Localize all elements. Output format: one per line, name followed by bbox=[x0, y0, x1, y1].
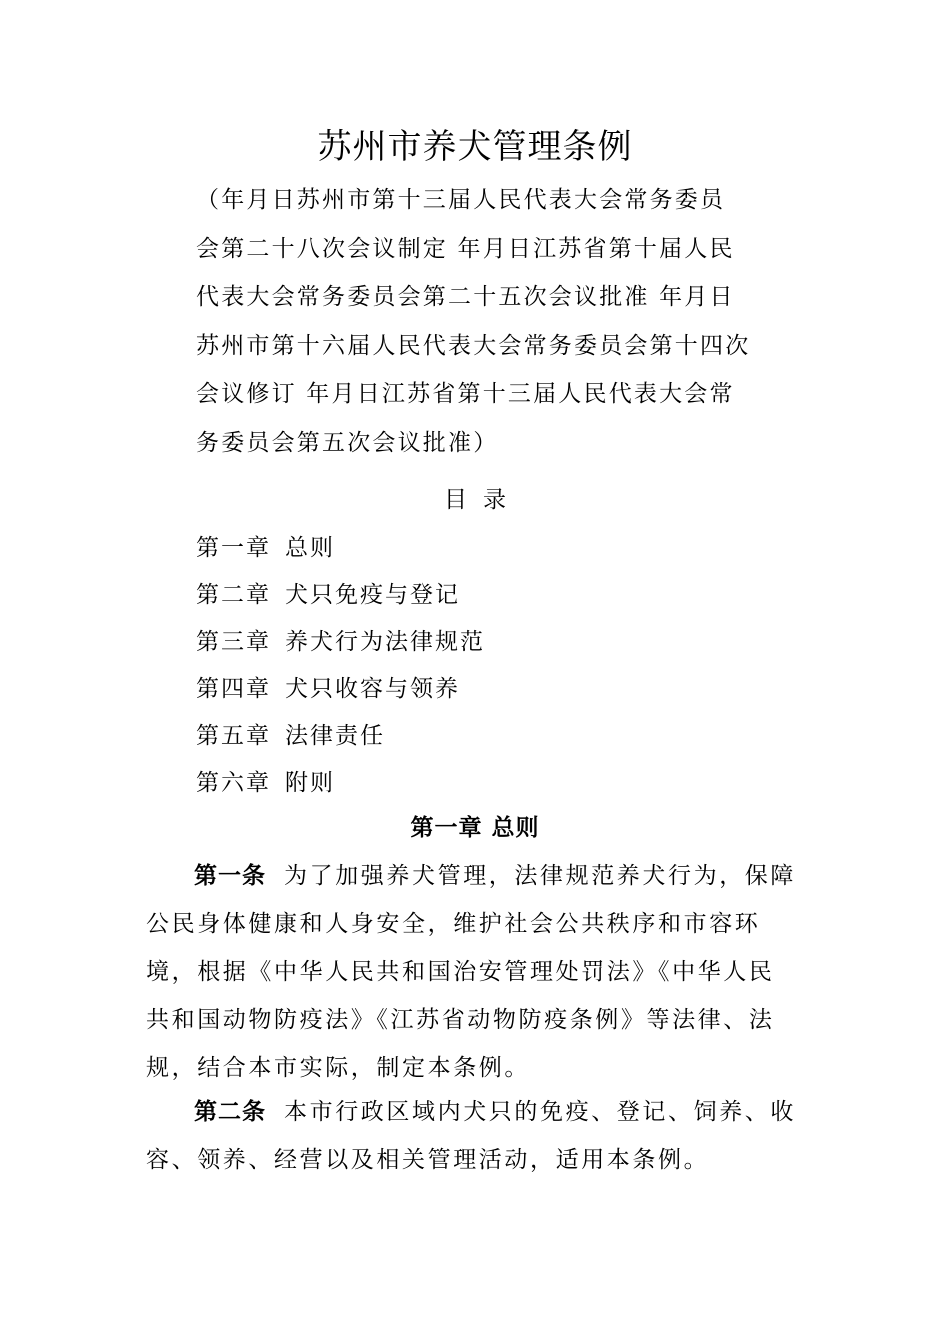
toc-item bbox=[196, 760, 485, 807]
toc-chapter-number: 第六章 bbox=[196, 770, 271, 796]
article-text: 为了加强养犬管理，法律规范养犬行为，保障 bbox=[284, 863, 796, 889]
article-label: 第二条 bbox=[194, 1099, 266, 1125]
document-title: 苏州市养犬管理条例 bbox=[317, 127, 633, 167]
toc-chapter-number: 第一章 bbox=[196, 535, 271, 561]
toc-chapter-number: 第三章 bbox=[196, 629, 271, 655]
article-first-line bbox=[146, 852, 806, 900]
toc-item bbox=[196, 572, 485, 619]
article bbox=[146, 852, 806, 1092]
toc-chapter-name: 附则 bbox=[285, 770, 335, 796]
table-of-contents bbox=[196, 525, 485, 807]
toc-heading-text: 目录 bbox=[444, 487, 522, 513]
article-line: 公民身体健康和人身安全，维护社会公共秩序和市容环 bbox=[146, 911, 761, 937]
article-first-line bbox=[146, 1088, 806, 1136]
toc-chapter-name: 养犬行为法律规范 bbox=[285, 629, 485, 655]
article-line: 规，结合本市实际，制定本条例。 bbox=[146, 1055, 530, 1081]
toc-item bbox=[196, 525, 485, 572]
toc-chapter-number: 第五章 bbox=[196, 723, 271, 749]
article-line: 共和国动物防疫法》《江苏省动物防疫条例》等法律、法 bbox=[146, 1007, 775, 1033]
article bbox=[146, 1088, 806, 1184]
toc-chapter-number: 第二章 bbox=[196, 582, 271, 608]
preamble-line: （年月日苏州市第十三届人民代表大会常务委员 bbox=[196, 187, 726, 213]
preamble-line: 会第二十八次会议制定 年月日江苏省第十届人民 bbox=[196, 235, 735, 262]
legislative-history bbox=[196, 176, 766, 467]
toc-item bbox=[196, 666, 485, 713]
toc-chapter-name: 犬只收容与领养 bbox=[285, 676, 460, 702]
toc-heading bbox=[0, 480, 950, 520]
preamble-line: 务委员会第五次会议批准） bbox=[196, 429, 499, 456]
article-line: 境，根据《中华人民共和国治安管理处罚法》《中华人民 bbox=[146, 959, 775, 985]
toc-chapter-number: 第四章 bbox=[196, 676, 271, 702]
article-text: 本市行政区域内犬只的免疫、登记、饲养、收 bbox=[284, 1099, 796, 1125]
preamble-line: 代表大会常务委员会第二十五次会议批准 年月日 bbox=[196, 284, 735, 310]
toc-item bbox=[196, 713, 485, 760]
preamble-line: 苏州市第十六届人民代表大会常务委员会第十四次 bbox=[196, 332, 751, 359]
toc-chapter-name: 法律责任 bbox=[285, 723, 385, 749]
article-line: 容、领养、经营以及相关管理活动，适用本条例。 bbox=[146, 1147, 710, 1173]
toc-chapter-name: 总则 bbox=[285, 535, 335, 561]
toc-item bbox=[196, 619, 485, 666]
preamble-line: 会议修订 年月日江苏省第十三届人民代表大会常 bbox=[196, 381, 735, 407]
toc-chapter-name: 犬只免疫与登记 bbox=[285, 582, 460, 608]
article-label: 第一条 bbox=[194, 863, 266, 889]
chapter-heading: 第一章 总则 bbox=[410, 815, 540, 841]
